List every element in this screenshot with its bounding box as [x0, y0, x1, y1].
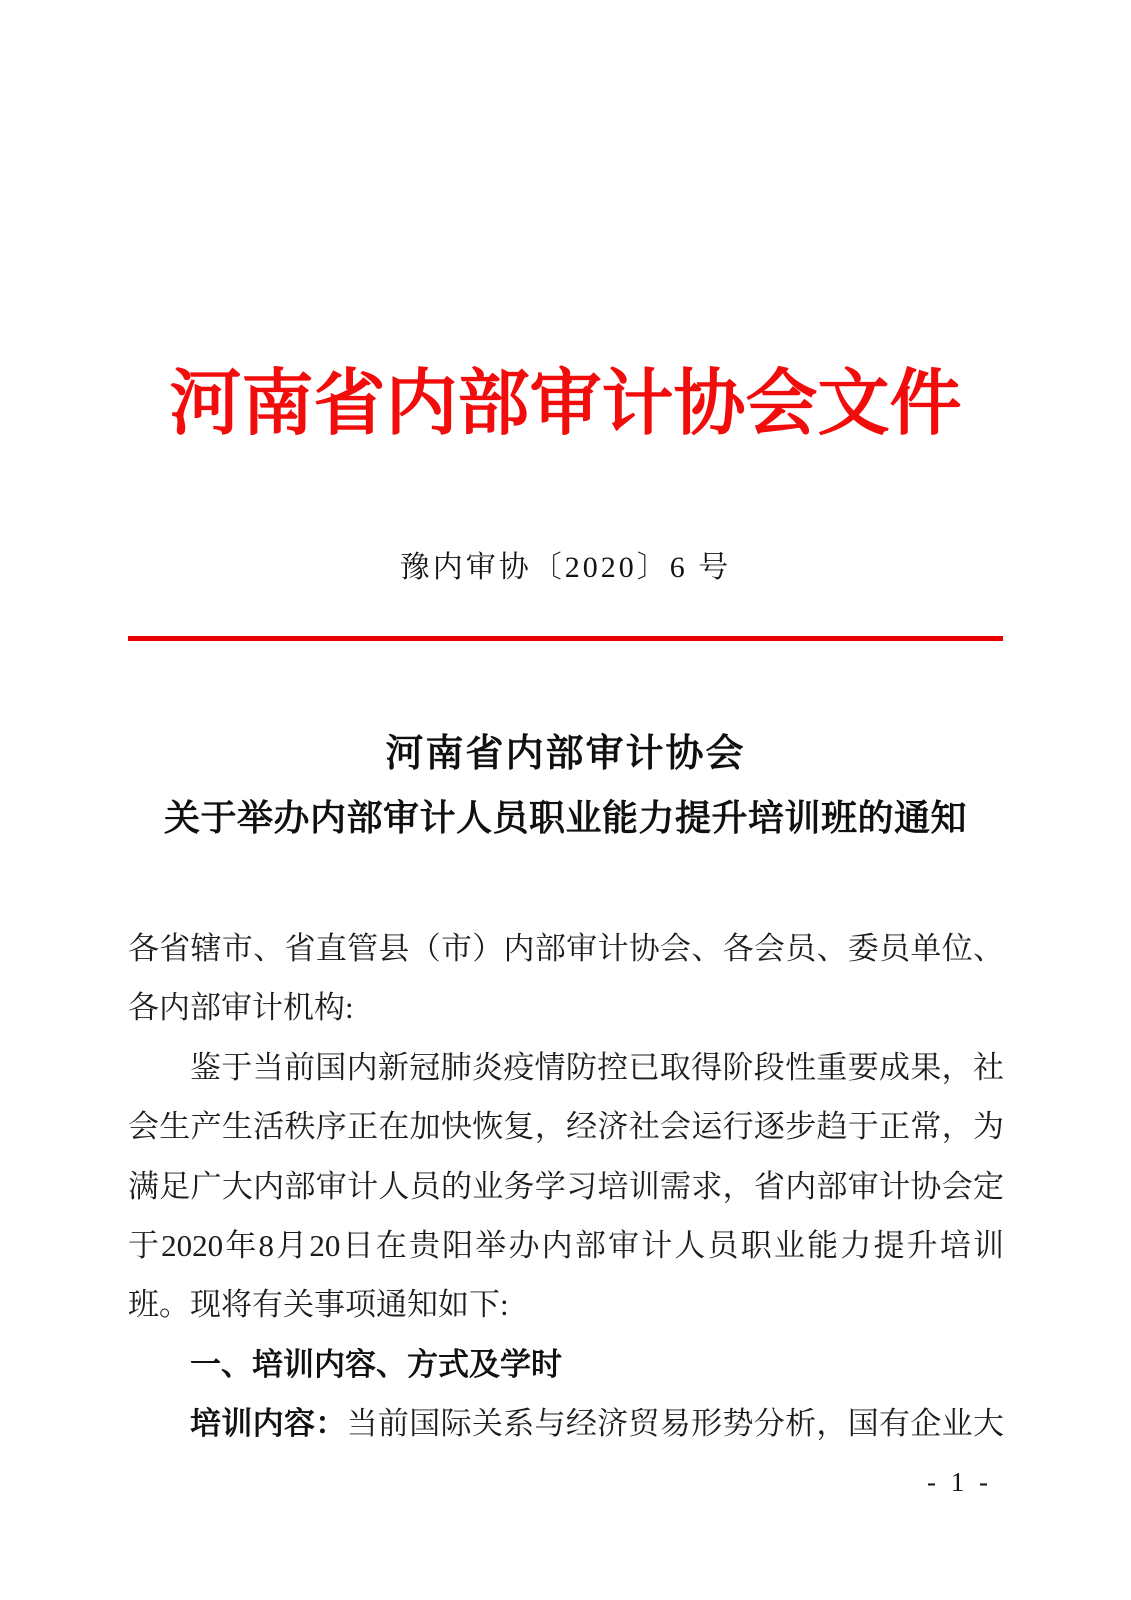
document-reference-number: 豫内审协〔2020〕6 号: [399, 551, 732, 584]
red-separator-rule: [128, 636, 1003, 641]
training-content-line: [128, 1394, 1004, 1453]
document-title-line1: 河南省内部审计协会: [385, 733, 746, 775]
body-line: 会生产生活秩序正在加快恢复，经济社会运行逐步趋于正常，为: [128, 1109, 1004, 1145]
body-line: 班。现将有关事项通知如下:: [128, 1287, 509, 1323]
letterhead-banner-title: 河南省内部审计协会文件: [169, 364, 962, 444]
training-content-label: 培训内容：: [190, 1406, 347, 1442]
body-line: 鉴于当前国内新冠肺炎疫情防控已取得阶段性重要成果，社: [190, 1049, 1004, 1085]
document-body: [128, 919, 1004, 1454]
body-line: 满足广大内部审计人员的业务学习培训需求，省内部审计协会定: [128, 1168, 1004, 1204]
page-number: - 1 -: [927, 1467, 992, 1497]
salutation-line: 各省辖市、省直管县（市）内部审计协会、各会员、委员单位、: [128, 931, 1004, 966]
training-content-text: 当前国际关系与经济贸易形势分析，国有企业大: [346, 1406, 1005, 1442]
body-line: 于2020年8月20日在贵阳举办内部审计人员职业能力提升培训: [128, 1227, 1004, 1263]
salutation-line: 各内部审计机构:: [128, 990, 354, 1026]
section-heading: 一、培训内容、方式及学时: [190, 1346, 562, 1382]
document-title-line2: 关于举办内部审计人员职业能力提升培训班的通知: [163, 798, 967, 838]
